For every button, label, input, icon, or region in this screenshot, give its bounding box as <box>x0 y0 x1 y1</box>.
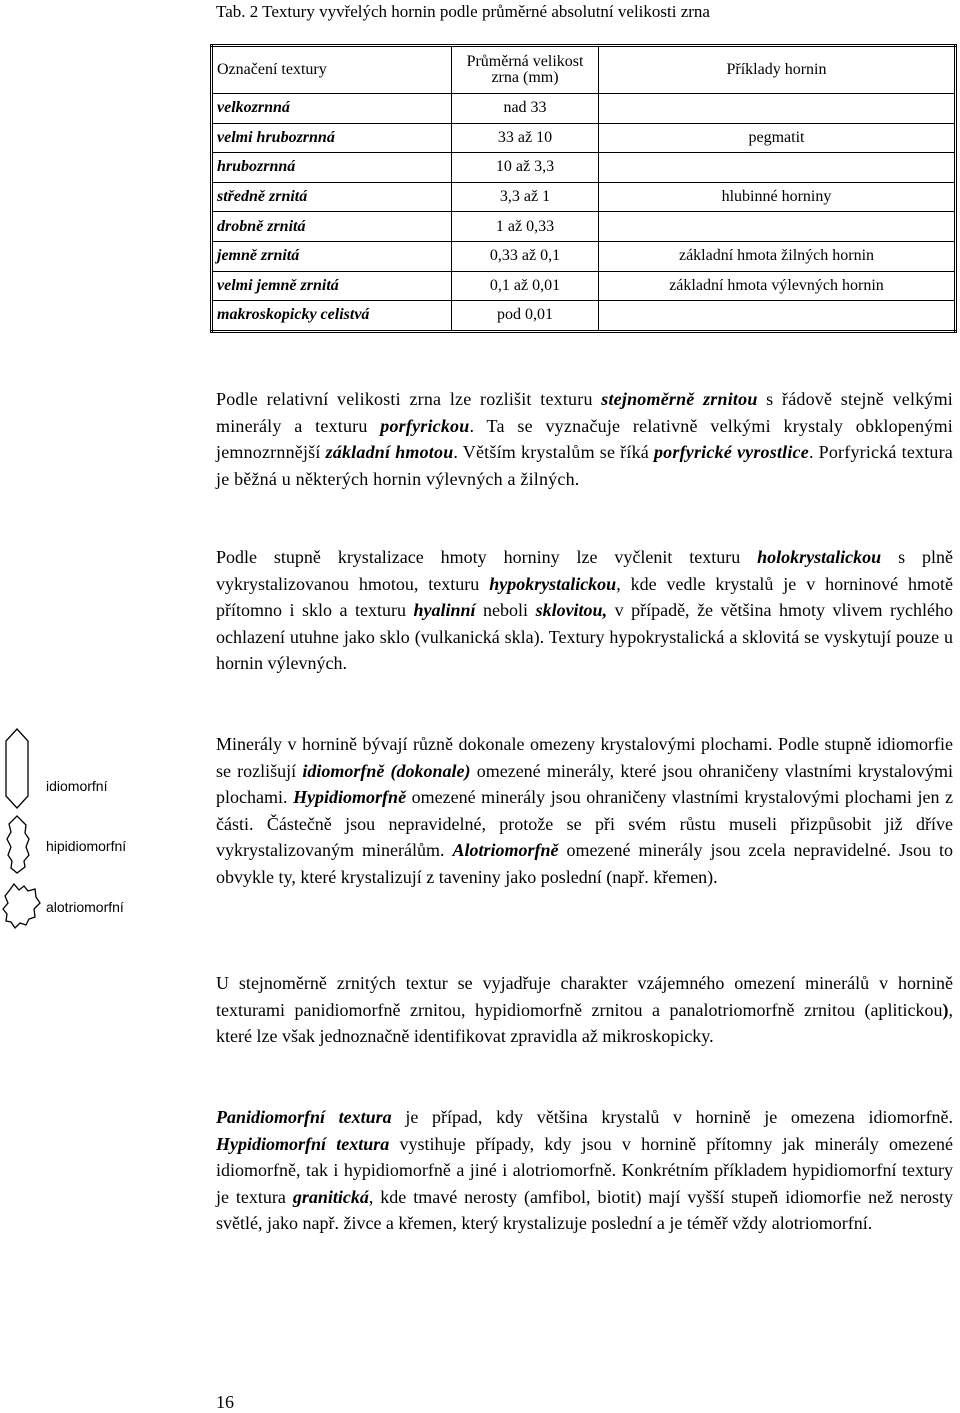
table-row <box>212 182 956 212</box>
table-row <box>212 123 956 153</box>
texture-name: středně zrnitá <box>217 188 308 206</box>
emphasized-term: Hypidiomorfně <box>293 787 407 807</box>
text-run: Podle relativní velikosti zrna lze rozlišit texturu <box>216 389 602 409</box>
label-allotriomorphic: alotriomorfní <box>46 899 124 915</box>
text-run: omezené minerály, které jsou ohraničeny vlastními krystalovými plochami. <box>216 760 953 807</box>
grain-size-cell: 3,3 až 1 <box>452 182 599 212</box>
texture-name: velmi jemně zrnitá <box>217 276 339 294</box>
text-run: neboli <box>475 600 536 620</box>
emphasized-term: stejnoměrně zrnitou <box>601 389 758 409</box>
emphasized-term: Alotriomorfně <box>452 840 559 860</box>
texture-name: hrubozrnná <box>217 158 296 176</box>
allotriomorphic-crystal-shape <box>3 884 40 928</box>
text-run: s řádově stejně velkými minerály a texturu <box>216 389 953 436</box>
text-run: . Porfyrická textura je běžná u některých hornin výlevných a žilných. <box>216 442 953 489</box>
grain-size-cell: 1 až 0,33 <box>452 212 599 242</box>
texture-name-cell <box>212 212 452 242</box>
text-run: U stejnoměrně zrnitých textur se vyjadřuje charakter vzájemného omezení minerálů v hornině texturami panidiomorfně zrnitou, hypidiomorfně zrnitou a panalotriomorfně zrnitou (aplitickou <box>216 973 953 1020</box>
texture-name-cell <box>212 301 452 332</box>
text-run: vystihuje případy, kdy jsou v hornině přítomny jak minerály omezené idiomorfně, tak i hypidiomorfně a jiné i alotriomorfně. Konkrétním příkladem hypidiomorfní textury je textura <box>216 1133 953 1207</box>
table-row <box>212 271 956 301</box>
text-run: s plně vykrystalizovanou hmotou, texturu <box>216 547 954 594</box>
idiomorphy-figure <box>0 720 200 950</box>
paragraph-equigranular <box>216 970 953 1050</box>
emphasized-term: holokrystalickou <box>757 547 882 567</box>
texture-name: velmi hrubozrnná <box>217 128 335 146</box>
page-number: 16 <box>216 1392 234 1412</box>
table-caption: Tab. 2 Textury vyvřelých hornin podle průměrné absolutní velikosti zrna <box>216 2 710 21</box>
emphasized-term: Hypidiomorfní textura <box>216 1133 390 1154</box>
rock-example-cell <box>599 301 956 332</box>
texture-name: velkozrnná <box>217 99 290 117</box>
emphasized-term: hypokrystalickou <box>489 573 617 594</box>
paragraph-idiomorphy <box>216 731 953 890</box>
rock-example-cell: pegmatit <box>599 123 956 153</box>
grain-size-cell: 33 až 10 <box>452 123 599 153</box>
texture-name-cell <box>212 94 452 124</box>
rock-example-cell <box>599 212 956 242</box>
texture-name: jemně zrnitá <box>217 247 300 265</box>
table-header-row <box>212 46 956 94</box>
emphasized-term: základní hmotou <box>325 442 454 462</box>
table-row <box>212 153 956 183</box>
label-hypidiomorphic: hipidiomorfní <box>46 838 127 854</box>
texture-name: drobně zrnitá <box>217 217 306 235</box>
emphasized-term: porfyrickou <box>380 415 470 436</box>
rock-example-cell: základní hmota žilných hornin <box>599 241 956 271</box>
texture-table <box>210 44 957 333</box>
text-run: Minerály v hornině bývají různě dokonale omezeny krystalovými plochami. Podle stupně idiomorfie se rozlišují <box>216 734 953 781</box>
text-run: v případě, že většina hmoty vlivem rychlého ochlazení utuhne jako sklo (vulkanická skla). Textury hypokrystalická a sklovitá se vyskytují pouze u hornin výlevných. <box>216 600 954 673</box>
texture-name: makroskopicky celistvá <box>217 306 370 324</box>
text-run: je případ, kdy většina krystalů v hornině je omezena idiomorfně. <box>391 1107 953 1127</box>
grain-size-cell: nad 33 <box>452 94 599 124</box>
emphasized-term: sklovitou, <box>535 600 608 620</box>
rock-example-cell <box>599 94 956 124</box>
hypidiomorphic-crystal-shape <box>7 816 29 873</box>
rock-example-cell: základní hmota výlevných hornin <box>599 271 956 301</box>
grain-size-cell: 0,33 až 0,1 <box>452 241 599 271</box>
idiomorphic-crystal-shape <box>6 729 28 808</box>
emphasized-term: porfyrické vyrostlice <box>653 442 809 462</box>
label-idiomorphic: idiomorfní <box>46 778 108 794</box>
texture-name-cell <box>212 241 452 271</box>
header-texture: Označení textury <box>212 46 452 94</box>
texture-name-cell <box>212 123 452 153</box>
table-row <box>212 241 956 271</box>
text-run: omezené minerály jsou ohraničeny vlastními krystalovými plochami jen z části. Částečně jsou nepravidelné, protože se při svém růstu museli přizpůsobit již dříve vykrystalizovaným minerálům. <box>216 787 954 860</box>
table-row <box>212 301 956 332</box>
rock-example-cell: hlubinné horniny <box>599 182 956 212</box>
grain-size-cell: 0,1 až 0,01 <box>452 271 599 301</box>
text-run: , kde tmavé nerosty (amfibol, biotit) mají vyšší stupeň idiomorfie než nerosty světlé, jako např. živce a křemen, který krystalizuje poslední a je téměř vždy alotriomorfní. <box>216 1186 954 1233</box>
texture-name-cell <box>212 271 452 301</box>
paragraph-crystallization <box>216 544 953 677</box>
grain-size-cell: pod 0,01 <box>452 301 599 332</box>
paragraph-panidiomorphic <box>216 1104 953 1237</box>
text-run: Podle stupně krystalizace hmoty horniny lze vyčlenit texturu <box>216 547 758 567</box>
texture-name-cell <box>212 182 452 212</box>
text-run: . Ta se vyznačuje relativně velkými krystaly obklopenými jemnozrnnější <box>216 415 953 462</box>
table-row <box>212 212 956 242</box>
table-row <box>212 94 956 124</box>
text-run: omezené minerály jsou zcela nepravidelné. Jsou to obvykle ty, které krystalizují z taveniny jako poslední (např. křemen). <box>216 840 953 887</box>
rock-example-cell <box>599 153 956 183</box>
text-run: . Větším krystalům se říká <box>453 442 654 462</box>
paragraph-relative-size <box>216 386 953 492</box>
emphasized-term: granitická <box>292 1186 369 1207</box>
emphasized-term: hyalinní <box>413 600 476 620</box>
text-run: , kde vedle krystalů je v horninové hmotě přítomno i sklo a texturu <box>216 573 953 620</box>
text-run: , které lze však jednoznačně identifikovat zpravidla až mikroskopicky. <box>216 999 953 1046</box>
header-grain-size: Průměrná velikost zrna (mm) <box>452 46 599 94</box>
header-examples: Příklady hornin <box>599 46 956 94</box>
emphasized-term: idiomorfně (dokonale) <box>302 760 471 781</box>
emphasized-term: Panidiomorfní textura <box>216 1107 392 1127</box>
grain-size-cell: 10 až 3,3 <box>452 153 599 183</box>
emphasized-term: ) <box>942 999 949 1020</box>
crystal-shapes <box>0 720 44 950</box>
texture-name-cell <box>212 153 452 183</box>
